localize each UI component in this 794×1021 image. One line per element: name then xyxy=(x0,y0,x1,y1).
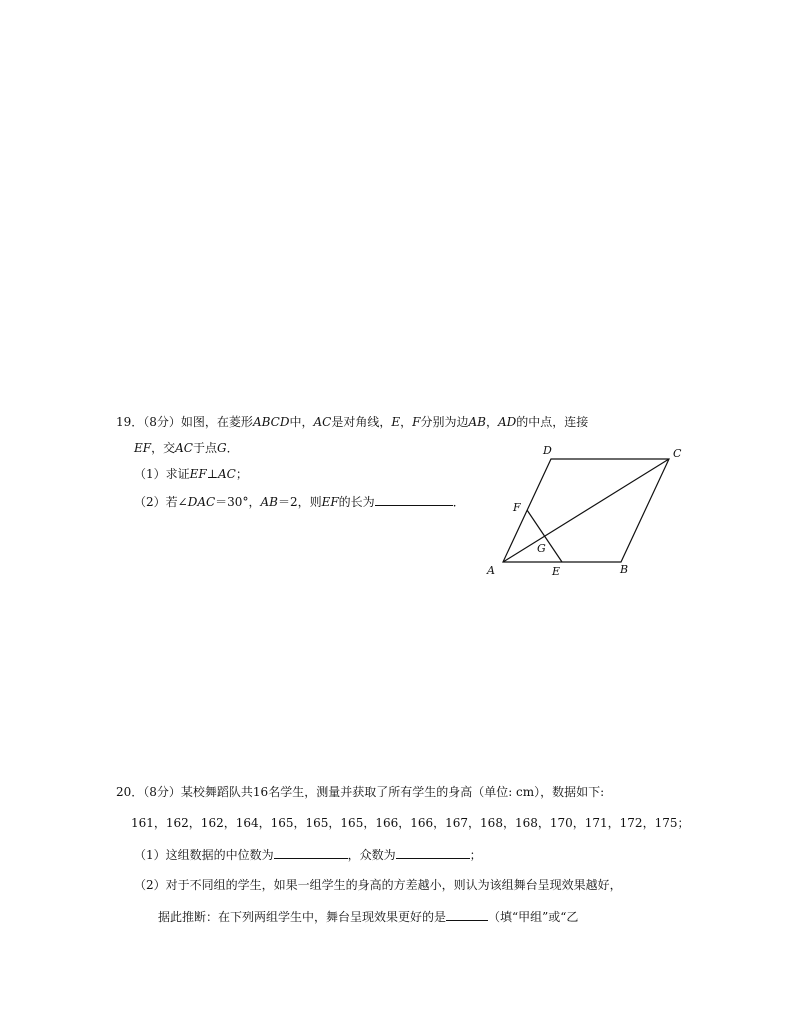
q19-part1-label: （1）求证 xyxy=(134,467,190,481)
q19-text: ． xyxy=(452,495,465,509)
q20-stem-text: 某校舞蹈队共16名学生，测量并获取了所有学生的身高（单位: cm），数据如下: xyxy=(180,785,605,799)
q19-text: ＝30°， xyxy=(215,495,261,509)
q19-ab: AB xyxy=(260,495,278,509)
q20-points: （8分） xyxy=(143,785,181,799)
q20-part2-text: （填“甲组”或“乙 xyxy=(488,910,579,924)
q19-text: ＝2，则 xyxy=(277,495,322,509)
q20-mode-blank[interactable] xyxy=(396,846,470,859)
q19-text: 分别为边 xyxy=(420,415,469,429)
label-a: A xyxy=(487,564,495,577)
q19-ac: AC xyxy=(175,441,193,455)
q20-group-blank[interactable] xyxy=(446,908,488,921)
q20-part1 xyxy=(134,846,482,863)
q19-part1-expr: EF⊥AC xyxy=(189,467,236,481)
q19-text: ，交 xyxy=(151,441,176,455)
q19-text: ， xyxy=(400,415,413,429)
q19-g: G xyxy=(216,441,227,455)
q19-ac: AC xyxy=(313,415,332,429)
q19-text: 如图，在菱形 xyxy=(180,415,253,429)
q19-text: ； xyxy=(235,467,248,481)
label-g: G xyxy=(537,542,546,555)
q19-ef: EF xyxy=(134,441,152,455)
q19-text: 于点 xyxy=(192,441,217,455)
q20-data xyxy=(131,815,689,831)
q20-number: 20． xyxy=(116,785,144,799)
q19-text: ． xyxy=(226,441,239,455)
q19-points: （8分） xyxy=(143,415,181,429)
q19-text: ， xyxy=(485,415,498,429)
label-d: D xyxy=(543,444,552,457)
q20-part2-line1 xyxy=(134,877,622,893)
q19-text: 的中点，连接 xyxy=(516,415,589,429)
q20-part1-label: （1）这组数据的中位数为 xyxy=(134,848,274,862)
label-e: E xyxy=(552,565,561,578)
q19-number: 19． xyxy=(116,415,144,429)
q19-part2-label: （2）若 xyxy=(134,495,178,509)
q19-text: 是对角线， xyxy=(331,415,392,429)
q20-part2-text: 据此推断：在下列两组学生中，舞台呈现效果更好的是 xyxy=(158,910,447,924)
q20-text: ，众数为 xyxy=(347,848,396,862)
q19-angle: ∠DAC xyxy=(177,495,216,509)
q19-e: E xyxy=(391,415,401,429)
q20-part2-line2 xyxy=(158,908,578,925)
q19-f: F xyxy=(412,415,421,429)
label-f: F xyxy=(513,501,521,514)
q20-median-blank[interactable] xyxy=(274,846,348,859)
q19-text: 中， xyxy=(289,415,314,429)
q19-text: 的长为 xyxy=(338,495,375,509)
label-b: B xyxy=(620,563,629,576)
q20-stem xyxy=(116,784,604,800)
q19-ad: AD xyxy=(497,415,517,429)
q19-ef: EF xyxy=(321,495,339,509)
q20-data-values: 161，162，162，164，165，165，165，166，166，167，168，168，170，171，172，175； xyxy=(131,816,690,830)
label-c: C xyxy=(673,447,682,460)
q20-part2-text: （2）对于不同组的学生，如果一组学生的身高的方差越小，则认为该组舞台呈现效果越好， xyxy=(134,878,622,892)
q20-text: ； xyxy=(469,848,482,862)
q19-ab: AB xyxy=(468,415,486,429)
q19-rhombus-name: ABCD xyxy=(252,415,290,429)
